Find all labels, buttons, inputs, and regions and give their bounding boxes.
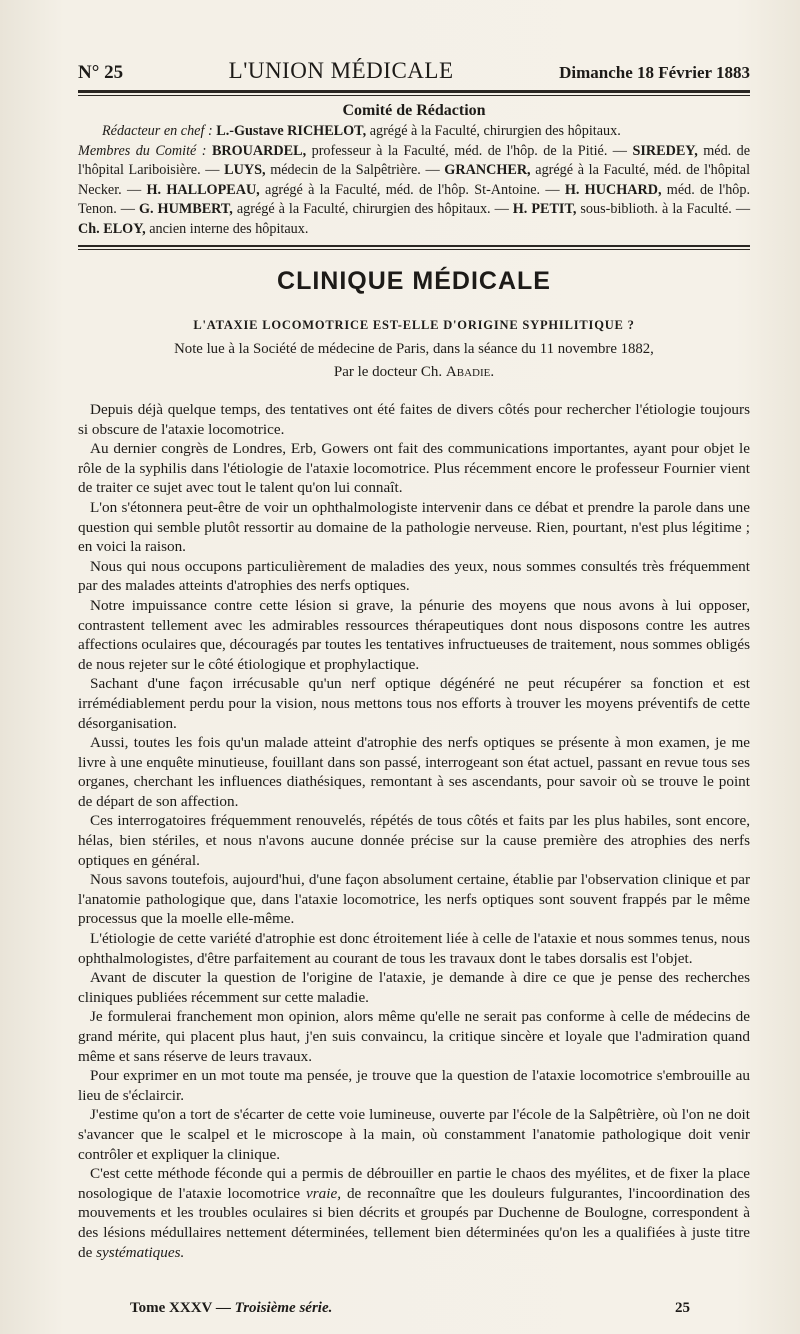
section-title: CLINIQUE MÉDICALE (277, 267, 551, 295)
member-name: SIREDEY, (632, 142, 698, 159)
member-desc: agrégé à la Faculté, chirurgien des hôpitaux. — (236, 201, 509, 217)
member-name: BROUARDEL, (211, 142, 307, 159)
comite-title: Comité de Rédaction (342, 102, 486, 119)
paragraph: L'on s'étonnera peut-être de voir un ophthalmologiste intervenir dans ce débat et prendre la parole dans une question qui semble plutôt ressortir au domaine de la pathologie nerveuse. Rien, pourtant, n'est plus légitime ; en voici la raison. (78, 498, 750, 556)
paragraph: Je formulerai franchement mon opinion, alors même qu'elle ne serait pas conforme à celle de médecins de grand mérite, qui placent plus haut, j'en suis convaincu, la critique sincère et loyale que l'admiration quand même et sans réserve de leurs travaux. (78, 1008, 750, 1065)
member-name: GRANCHER, (444, 162, 531, 178)
membres-label: Membres du Comité : (78, 142, 207, 159)
article-author (78, 360, 750, 384)
member-desc: professeur à la Faculté, méd. de l'hôp. de la Pitié. — (311, 142, 627, 159)
member-desc: agrégé à la Faculté, méd. de l'hôpital Necker. — (78, 162, 751, 198)
footer-tome: Tome XXXV — (130, 1300, 231, 1316)
article-title: L'ATAXIE LOCOMOTRICE EST-ELLE D'ORIGINE SYPHILITIQUE ? (193, 318, 635, 332)
member-desc: agrégé à la Faculté, méd. de l'hôp. St-Antoine. — (265, 181, 560, 198)
redacteur-label: Rédacteur en chef : (102, 123, 213, 139)
issue-date: Dimanche 18 Février 1883 (559, 63, 750, 82)
member-name: H. HALLOPEAU, (146, 181, 260, 198)
page-footer (130, 1300, 690, 1317)
paragraph-text: de reconnaître que les douleurs fulgurantes, l'incoordination des mouvements et les troubles oculaires si bien décrits et groupés par Duchenne de Boulogne, correspondent à des lésions médullaires nettement déterminées, tellement bien déterminées qu'on les a qualifiées à juste titre de (78, 1184, 751, 1261)
member-name: H. HUCHARD, (564, 181, 662, 198)
paragraph-emphasis: systématiques. (96, 1243, 185, 1261)
redacteur-name: L.-Gustave RICHELOT, (216, 123, 367, 139)
member-desc: méd. de l'hôp. Tenon. — (78, 181, 751, 217)
paragraph: Avant de discuter la question de l'origine de l'ataxie, je demande à dire ce que je pense des recherches cliniques publiées récemment sur cette maladie. (78, 969, 750, 1006)
paragraph: Pour exprimer en un mot toute ma pensée, je trouve que la question de l'ataxie locomotrice s'embrouille au lieu de s'éclaircir. (78, 1067, 750, 1104)
section-rule-thin (78, 249, 750, 250)
paragraph: Au dernier congrès de Londres, Erb, Gowers ont fait des communications importantes, ayant pour objet le rôle de la syphilis dans l'étiologie de l'ataxie locomotrice. Plus récemment encore le professeur Fournier vient de traiter ce sujet avec tout le talent qu'on lui connaît. (78, 440, 750, 497)
header-rule (78, 90, 750, 93)
paragraph: Nous savons toutefois, aujourd'hui, d'une façon absolument certaine, établie par l'observation clinique et par l'anatomie pathologique que, dans l'ataxie locomotrice, les nerfs optiques sont souvent frappés par le même processus que la moelle elle-même. (78, 871, 750, 928)
paragraph-text: C'est cette méthode féconde qui a permis de débrouiller en partie le chaos des myélites, et de fixer la place nosologique de l'ataxie locomotrice (78, 1165, 750, 1202)
paragraph: Ces interrogatoires fréquemment renouvelés, répétés de tous côtés et faits par les plus habiles, sont encore, hélas, bien stériles, et nous n'avons aucune donnée précise sur la cause première des atrophies des nerfs optiques en général. (78, 812, 750, 869)
member-desc: sous-biblioth. à la Faculté. — (580, 201, 751, 217)
header-rule-thin (78, 95, 750, 96)
paragraph-emphasis: vraie, (306, 1184, 342, 1202)
member-desc: médecin de la Salpêtrière. — (270, 162, 440, 178)
author-prefix: Par le docteur Ch. (333, 364, 443, 380)
journal-title: L'UNION MÉDICALE (228, 58, 454, 83)
paragraph: Sachant d'une façon irrécusable qu'un nerf optique dégénéré ne peut récupérer sa fonction et est irrémédiablement perdu pour la vision, nous mettons tous nos efforts à trouver les moyens préventifs de cette désorganisation. (78, 675, 750, 732)
member-desc: méd. de l'hôpital Lariboisière. — (78, 142, 751, 178)
paragraph: Aussi, toutes les fois qu'un malade atteint d'atrophie des nerfs optiques se présente à mon examen, je me livre à une enquête minutieuse, fouillant dans son passé, interrogeant son état actuel, passant en revue tous ses organes, cherchant les influences diathésiques, remontant à ses ascendants, pour savoir où se trouve le point de départ de son affection. (78, 734, 750, 810)
member-name: G. HUMBERT, (138, 201, 233, 217)
paragraph: L'étiologie de cette variété d'atrophie est donc étroitement liée à celle de l'ataxie et nous sommes tenus, nous ophthalmologistes, d'être parfaitement au courant de tous les travaux dont le tabes dorsalis est l'objet. (78, 930, 750, 967)
member-name: H. PETIT, (512, 201, 577, 217)
paragraph: Nous qui nous occupons particulièrement de maladies des yeux, nous sommes consultés très fréquemment par des malades atteints d'atrophies des nerfs optiques. (78, 557, 750, 595)
paragraph-last (78, 1164, 750, 1262)
member-desc: ancien interne des hôpitaux. (149, 220, 309, 237)
page-number: 25 (675, 1300, 690, 1316)
issue-number: N° 25 (78, 62, 124, 83)
member-name: Ch. ELOY, (78, 220, 146, 237)
member-name: LUYS, (224, 162, 266, 178)
running-header (78, 58, 750, 86)
paragraph: Depuis déjà quelque temps, des tentatives ont été faites de divers côtés pour rechercher l'étiologie toujours si obscure de l'ataxie locomotrice. (78, 401, 750, 438)
author-name: Abadie. (445, 364, 495, 380)
comite-block (78, 122, 750, 239)
redacteur-line (78, 122, 750, 142)
article-note: Note lue à la Société de médecine de Paris, dans la séance du 11 novembre 1882, (174, 341, 654, 357)
article-body (78, 400, 750, 1262)
redacteur-desc: agrégé à la Faculté, chirurgien des hôpitaux. (369, 123, 621, 139)
paragraph: J'estime qu'on a tort de s'écarter de cette voie lumineuse, ouverte par l'école de la Salpêtrière, où l'on ne doit s'avancer que le scalpel et le microscope à la main, où constamment l'anatomie pathologique doit venir contrôler et expliquer la clinique. (78, 1106, 750, 1163)
paragraph: Notre impuissance contre cette lésion si grave, la pénurie des moyens que nous avons à lui opposer, contrastent tellement avec les admirables ressources thérapeutiques dont nous disposons contre les autres affections oculaires que, découragés par toutes les tentatives infructueuses de traitement, nous sommes obligés de nous rejeter sur le côté étiologique et prophylactique. (78, 596, 750, 673)
footer-volume (130, 1300, 332, 1317)
footer-serie: Troisième série. (234, 1300, 333, 1316)
section-rule (78, 245, 750, 247)
membres-paragraph (78, 142, 750, 240)
